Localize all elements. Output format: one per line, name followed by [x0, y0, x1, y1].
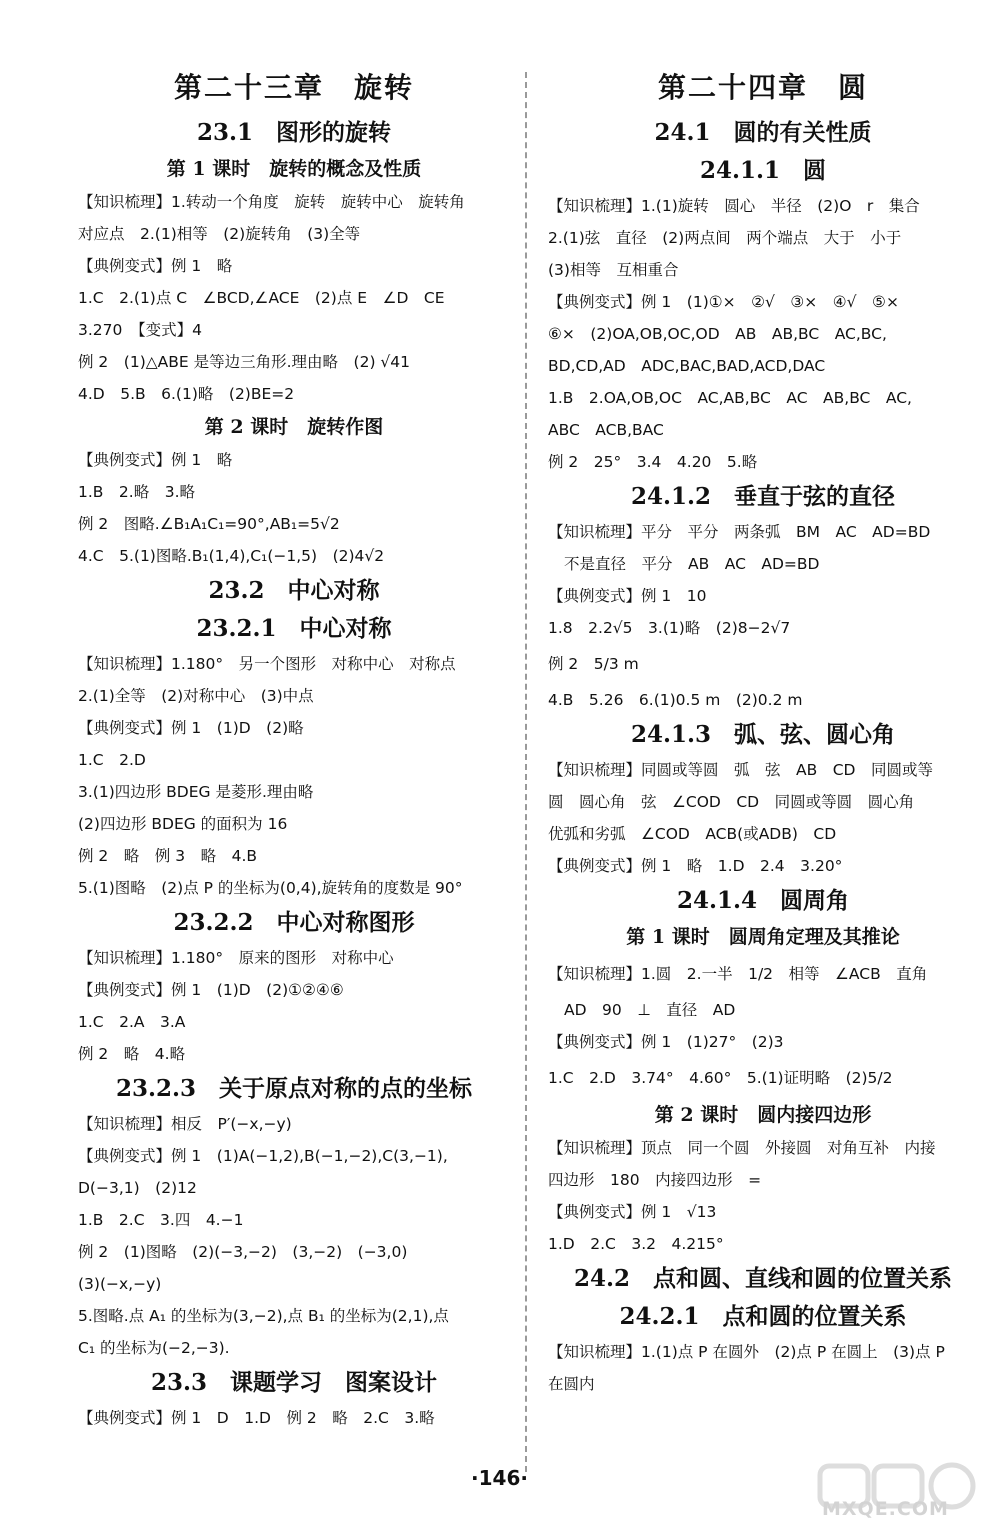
- answer-line: 【典例变式】例 1 (1)27° (2)3: [548, 1033, 784, 1051]
- answer-line: 3.(1)四边形 BDEG 是菱形.理由略: [78, 783, 314, 801]
- answer-line: 【典例变式】例 1 略: [78, 451, 233, 469]
- answer-line: 例 2 略 4.略: [78, 1045, 186, 1063]
- answer-line: 1.C 2.D 3.74° 4.60° 5.(1)证明略 (2)5/2: [548, 1069, 893, 1087]
- section-heading: 23.1 图形的旋转: [196, 119, 392, 146]
- answer-line: 不是直径 平分 AB AC AD=BD: [564, 555, 820, 573]
- section-heading: 24.1.4 圆周角: [676, 887, 850, 914]
- answer-line: 1.B 2.C 3.四 4.−1: [78, 1211, 244, 1229]
- section-heading: 24.2 点和圆、直线和圆的位置关系: [573, 1265, 953, 1292]
- answer-line: 对应点 2.(1)相等 (2)旋转角 (3)全等: [78, 225, 361, 243]
- answer-line: (3)(−x,−y): [78, 1275, 162, 1293]
- answer-line: 【知识梳理】1.180° 另一个图形 对称中心 对称点: [78, 655, 456, 673]
- lesson-heading: 第 1 课时 旋转的概念及性质: [166, 158, 422, 180]
- answer-line: 4.B 5.26 6.(1)0.5 m (2)0.2 m: [548, 691, 803, 709]
- answer-line: 在圆内: [548, 1375, 595, 1393]
- answer-line: 【知识梳理】1.180° 原来的图形 对称中心: [78, 949, 394, 967]
- answer-line: 例 2 略 例 3 略 4.B: [78, 847, 257, 865]
- answer-line: 四边形 180 内接四边形 =: [548, 1171, 762, 1189]
- chapter-title: 第二十四章 圆: [657, 71, 868, 104]
- answer-line: (2)四边形 BDEG 的面积为 16: [78, 815, 288, 833]
- section-heading: 24.1.3 弧、弦、圆心角: [630, 721, 896, 748]
- answer-line: BD,CD,AD ADC,BAC,BAD,ACD,DAC: [548, 357, 826, 375]
- section-heading: 23.2.1 中心对称: [196, 615, 392, 642]
- lesson-heading: 第 2 课时 旋转作图: [204, 416, 384, 438]
- page-number: ·146·: [471, 1466, 528, 1490]
- section-heading: 23.2.3 关于原点对称的点的坐标: [115, 1075, 473, 1102]
- answer-line: 例 2 图略.∠B₁A₁C₁=90°,AB₁=5√2: [78, 515, 340, 533]
- answer-line: 2.(1)全等 (2)对称中心 (3)中点: [78, 687, 314, 705]
- answer-line: 【典例变式】例 1 (1)D (2)略: [78, 719, 304, 737]
- answer-line: 【知识梳理】1.圆 2.一半 1/2 相等 ∠ACB 直角: [548, 965, 928, 983]
- answer-line: 1.C 2.(1)点 C ∠BCD,∠ACE (2)点 E ∠D CE: [78, 289, 445, 307]
- answer-line: 【典例变式】例 1 (1)A(−1,2),B(−1,−2),C(3,−1),: [78, 1147, 448, 1165]
- lesson-heading: 第 1 课时 圆周角定理及其推论: [626, 926, 900, 948]
- answer-line: 1.B 2.略 3.略: [78, 483, 195, 501]
- answer-line: 【典例变式】例 1 10: [548, 587, 707, 605]
- answer-line: 【知识梳理】1.(1)旋转 圆心 半径 (2)O r 集合: [548, 197, 920, 215]
- section-heading: 23.2.2 中心对称图形: [173, 909, 415, 936]
- section-heading: 24.1.1 圆: [699, 157, 827, 184]
- answer-line: ABC ACB,BAC: [548, 421, 664, 439]
- column-divider: [525, 72, 527, 1472]
- answer-line: 1.8 2.2√5 3.(1)略 (2)8−2√7: [548, 619, 791, 637]
- answer-line: 例 2 (1)△ABE 是等边三角形.理由略 (2) √41: [78, 353, 411, 371]
- answer-line: 【知识梳理】1.转动一个角度 旋转 旋转中心 旋转角: [78, 193, 465, 211]
- section-heading: 23.3 课题学习 图案设计: [150, 1369, 438, 1396]
- watermark-text: MXQE.COM: [822, 1498, 949, 1520]
- answer-line: 例 2 25° 3.4 4.20 5.略: [548, 453, 758, 471]
- section-heading: 24.1.2 垂直于弦的直径: [630, 483, 896, 510]
- answer-line: 【知识梳理】同圆或等圆 弧 弦 AB CD 同圆或等: [548, 761, 933, 779]
- answer-line: 5.(1)图略 (2)点 P 的坐标为(0,4),旋转角的度数是 90°: [78, 879, 463, 897]
- answer-line: 2.(1)弦 直径 (2)两点间 两个端点 大于 小于: [548, 229, 902, 247]
- answer-line: 【典例变式】例 1 (1)①× ②√ ③× ④√ ⑤×: [548, 293, 899, 311]
- answer-line: ⑥× (2)OA,OB,OC,OD AB AB,BC AC,BC,: [548, 325, 887, 343]
- section-heading: 24.1 圆的有关性质: [654, 119, 872, 146]
- right-column: [548, 62, 978, 1400]
- answer-line: 1.B 2.OA,OB,OC AC,AB,BC AC AB,BC AC,: [548, 389, 912, 407]
- lesson-heading: 第 2 课时 圆内接四边形: [654, 1104, 872, 1126]
- answer-line: 【典例变式】例 1 √13: [548, 1203, 717, 1221]
- answer-line: 优弧和劣弧 ∠COD ACB(或ADB) CD: [548, 825, 837, 843]
- answer-line: C₁ 的坐标为(−2,−3).: [78, 1339, 230, 1357]
- answer-line: 【知识梳理】顶点 同一个圆 外接圆 对角互补 内接: [548, 1139, 936, 1157]
- answer-line: 1.C 2.D: [78, 751, 146, 769]
- section-heading: 23.2 中心对称: [208, 577, 380, 604]
- answer-line: 【知识梳理】平分 平分 两条弧 BM AC AD=BD: [548, 523, 931, 541]
- answer-line: AD 90 ⊥ 直径 AD: [564, 1001, 736, 1019]
- section-heading: 24.2.1 点和圆的位置关系: [619, 1303, 907, 1330]
- chapter-title: 第二十三章 旋转: [173, 71, 414, 104]
- answer-line: 5.图略.点 A₁ 的坐标为(3,−2),点 B₁ 的坐标为(2,1),点: [78, 1307, 449, 1325]
- answer-line: 1.D 2.C 3.2 4.215°: [548, 1235, 724, 1253]
- answer-line: 【知识梳理】相反 P′(−x,−y): [78, 1115, 292, 1133]
- answer-line: 【典例变式】例 1 D 1.D 例 2 略 2.C 3.略: [78, 1409, 435, 1427]
- answer-line: 1.C 2.A 3.A: [78, 1013, 186, 1031]
- answer-line: 【知识梳理】1.(1)点 P 在圆外 (2)点 P 在圆上 (3)点 P: [548, 1343, 945, 1361]
- answer-line: 圆 圆心角 弦 ∠COD CD 同圆或等圆 圆心角: [548, 793, 915, 811]
- left-column: [78, 62, 510, 1434]
- answer-line: 例 2 5/3 m: [548, 655, 639, 673]
- answer-line: 3.270 【变式】4: [78, 321, 202, 339]
- answer-line: 【典例变式】例 1 (1)D (2)①②④⑥: [78, 981, 344, 999]
- answer-line: 【典例变式】例 1 略 1.D 2.4 3.20°: [548, 857, 843, 875]
- answer-line: D(−3,1) (2)12: [78, 1179, 197, 1197]
- answer-line: 【典例变式】例 1 略: [78, 257, 233, 275]
- answer-line: 例 2 (1)图略 (2)(−3,−2) (3,−2) (−3,0): [78, 1243, 408, 1261]
- answer-line: 4.D 5.B 6.(1)略 (2)BE=2: [78, 385, 295, 403]
- answer-line: (3)相等 互相重合: [548, 261, 679, 279]
- answer-line: 4.C 5.(1)图略.B₁(1,4),C₁(−1,5) (2)4√2: [78, 547, 385, 565]
